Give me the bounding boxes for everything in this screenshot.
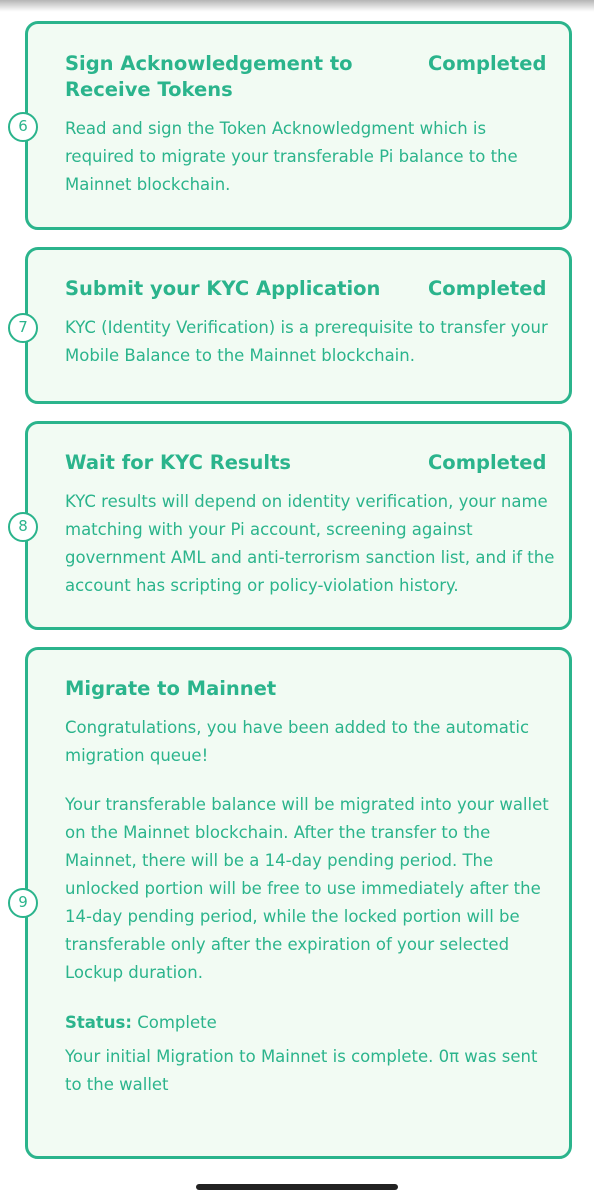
step-card-submit-kyc[interactable] [25, 247, 572, 404]
step-title: Submit your KYC Application [65, 277, 381, 300]
home-indicator[interactable] [196, 1184, 398, 1190]
step-card-sign-acknowledgement[interactable] [25, 21, 572, 230]
migration-completion-note: Your initial Migration to Mainnet is complete. 0π was sent to the wallet [65, 1047, 538, 1094]
migration-details-text: Your transferable balance will be migrated into your wallet on the Mainnet blockchain. After the transfer to the Mainnet, there will be a 14-day pending period. The unlocked portion will be free to use immediately after the 14-day pending period, while the locked portion will be transferable only after the expiration of your selected Lockup duration. [65, 795, 549, 982]
status-value: Complete [137, 1013, 217, 1032]
step-status-badge: Completed [428, 451, 547, 474]
step-number-badge: 7 [8, 313, 38, 343]
migration-congrats-text: Congratulations, you have been added to the automatic migration queue! [65, 718, 530, 765]
step-number-badge: 6 [8, 112, 38, 142]
step-card-migrate-mainnet[interactable] [25, 647, 572, 1159]
step-card-kyc-results[interactable] [25, 421, 572, 630]
migration-status-line [65, 1009, 555, 1037]
step-title: Wait for KYC Results [65, 451, 292, 474]
status-label: Status: [65, 1013, 132, 1032]
step-description: Read and sign the Token Acknowledgment which is required to migrate your transferable Pi balance to the Mainnet blockchain. [65, 119, 518, 194]
step-title: Migrate to Mainnet [65, 677, 277, 700]
step-title: Sign Acknowledgement to Receive Tokens [65, 52, 353, 101]
step-description: KYC (Identity Verification) is a prerequisite to transfer your Mobile Balance to the Mainnet blockchain. [65, 318, 548, 365]
step-number-badge: 8 [8, 512, 38, 542]
status-bar-shadow [0, 0, 594, 12]
step-number-badge: 9 [8, 888, 38, 918]
step-description: KYC results will depend on identity verification, your name matching with your Pi account, screening against government AML and anti-terrorism sanction list, and if the account has scripting or policy-violation history. [65, 492, 555, 595]
step-status-badge: Completed [428, 52, 547, 75]
step-status-badge: Completed [428, 277, 547, 300]
